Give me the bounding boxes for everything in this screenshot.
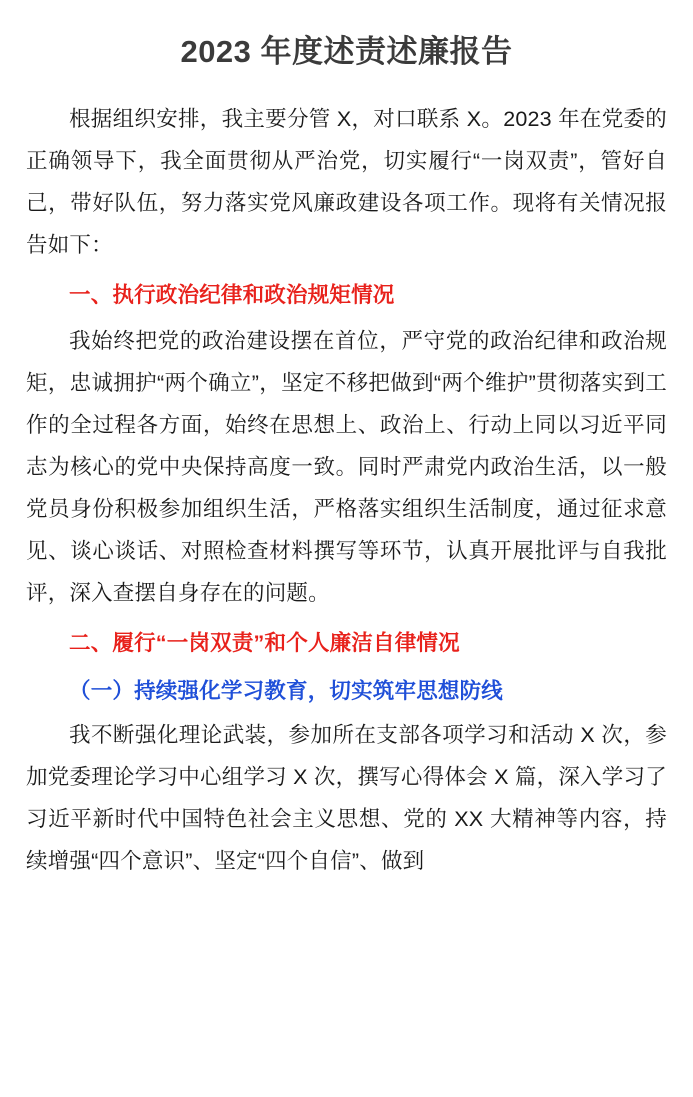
subsection-heading-one: （一）持续强化学习教育，切实筑牢思想防线 bbox=[69, 679, 504, 704]
section-one-paragraph: 我始终把党的政治建设摆在首位，严守党的政治纪律和政治规矩，忠诚拥护“两个确立”，坚定不移把做到“两个维护”贯彻落实到工作的全过程各方面，始终在思想上、政治上、行动上同以习近平同志为核心的党中央保持高度一致。同时严肃党内政治生活，以一般党员身份积极参加组织生活，严格落实组织生活制度，通过征求意见、谈心谈话、对照检查材料撰写等环节，认真开展批评与自我批评，深入查摆自身存在的问题。 bbox=[26, 329, 667, 606]
intro-paragraph: 根据组织安排，我主要分管 X，对口联系 X。2023 年在党委的正确领导下，我全面贯彻从严治党，切实履行“一岗双责”，管好自己，带好队伍，努力落实党风廉政建设各项工作。现将有关情况报告如下： bbox=[26, 107, 667, 258]
section-heading-two: 二、履行“一岗双责”和个人廉洁自律情况 bbox=[69, 631, 460, 656]
page-title: 2023 年度述责述廉报告 bbox=[180, 34, 513, 69]
section-heading-one: 一、执行政治纪律和政治规矩情况 bbox=[69, 283, 395, 308]
subsection-one-paragraph: 我不断强化理论武装，参加所在支部各项学习和活动 X 次，参加党委理论学习中心组学习 X 次，撰写心得体会 X 篇，深入学习了习近平新时代中国特色社会主义思想、党的 XX 大精神等内容，持续增强“四个意识”、坚定“四个自信”、做到 bbox=[26, 723, 667, 874]
